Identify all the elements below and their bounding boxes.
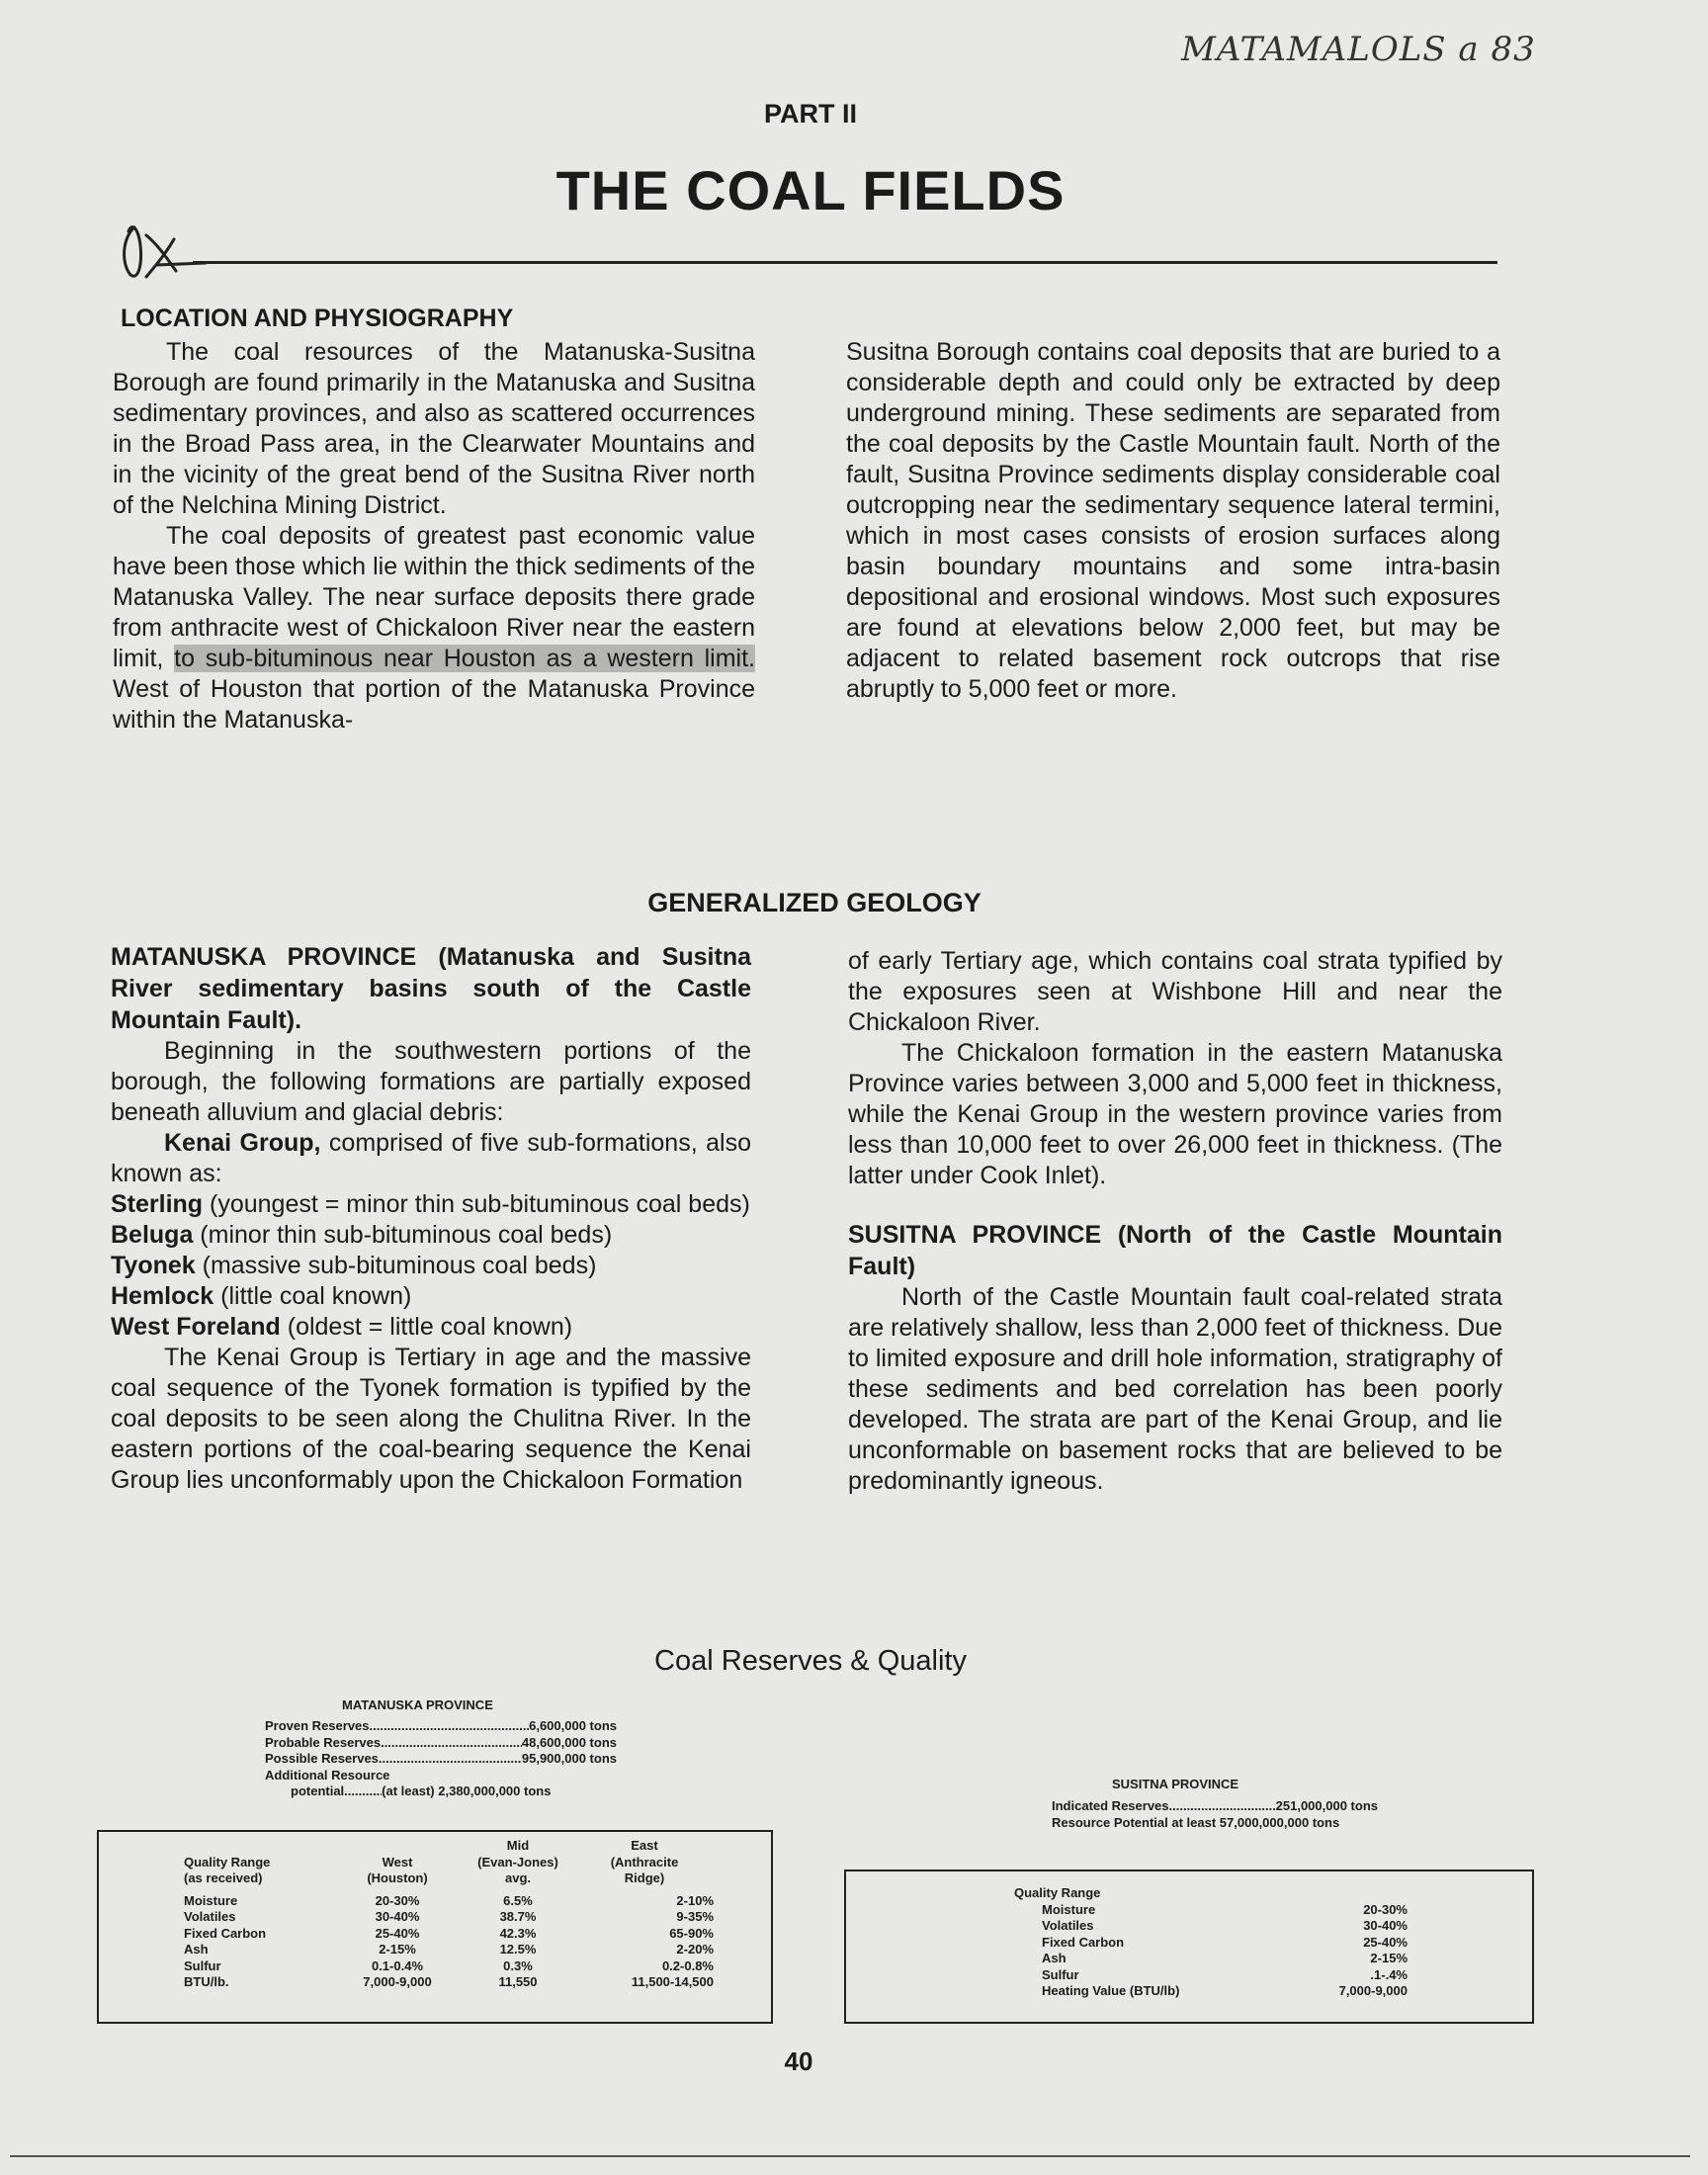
table-row: Heating Value (BTU/lb) 7,000-9,000: [1042, 1983, 1408, 1998]
highlighted-text: to sub-bituminous near Houston as a western limit.: [174, 645, 755, 672]
formation-sterling: Sterling (youngest = minor thin sub-bituminous coal beds): [111, 1190, 750, 1218]
table-row: Volatiles 30-40%: [1042, 1918, 1408, 1933]
location-paragraph-2: The coal deposits of greatest past economic value have been those which lie within the thick sediments of the Matanuska Valley. The near surface deposits there grade from anthracite west of Chickaloon River near the eastern limit, to sub-bituminous near Houston as a western limit. West of Houston that portion of the Matanuska Province within the Matanuska-: [113, 522, 755, 734]
susitna-province-heading: SUSITNA PROVINCE (North of the Castle Mountain Fault): [848, 1221, 1502, 1280]
handwritten-annotation: MATAMALOLS a 83: [1181, 30, 1536, 69]
table-row: Fixed Carbon 25-40% 42.3% 65-90%: [184, 1925, 714, 1941]
matanuska-quality-table: Quality Range (as received) West (Houston) Mid (Evan-Jones) avg. East (Anthracite Ridge) Moisture 20-30% 6.5% 2-10% Volatiles 30-40% 38.7% 9-35% Fixed Carbon 25-40% 42.3% 65-90% Ash 2-15% 12.5% 2-20% Sulfur 0.1-0.4% 0.3% 0.2-0.8% BTU/lb. 7,000-9,000 11,550 11,500-14,500: [184, 1838, 714, 1989]
table-row: Moisture 20-30% 6.5% 2-10%: [184, 1892, 714, 1908]
geology-right-column: [848, 946, 1502, 1497]
matanuska-paragraph-2: The Kenai Group is Tertiary in age and the massive coal sequence of the Tyonek formation is typified by the coal deposits to be seen along the Chulitna River. In the eastern portions of the coal-bearing sequence the Kenai Group lies unconformably upon the Chickaloon Formation: [111, 1344, 751, 1494]
formation-tyonek: Tyonek (massive sub-bituminous coal beds): [111, 1252, 597, 1279]
reserve-row: Proven Reserves ..... 6,600,000 tons: [265, 1718, 617, 1735]
matanuska-reserves-list: [265, 1718, 617, 1800]
page-title: THE COAL FIELDS: [555, 159, 1066, 221]
geology-paragraph-continued: of early Tertiary age, which contains coal strata typified by the exposures seen at Wishbone Hill and near the Chickaloon River.: [848, 947, 1502, 1036]
table-row: Sulfur .1-.4%: [1042, 1966, 1408, 1982]
kenai-group-paragraph: Kenai Group, comprised of five sub-formations, also known as:: [111, 1129, 751, 1187]
scan-edge-line: [10, 2155, 1690, 2157]
table-row: Fixed Carbon 25-40%: [1042, 1934, 1408, 1950]
title-rule: [193, 261, 1497, 264]
geology-left-column: [111, 941, 751, 1496]
reserve-row: Indicated Reserves ..... 251,000,000 tons: [1052, 1798, 1378, 1815]
table-row: Sulfur 0.1-0.4% 0.3% 0.2-0.8%: [184, 1958, 714, 1973]
susitna-reserves-list: [1052, 1798, 1378, 1831]
reserves-title: Coal Reserves & Quality: [654, 1645, 967, 1677]
location-right-column: [846, 337, 1500, 705]
reserve-row: Resource Potential at least 57,000,000,000 tons: [1052, 1814, 1340, 1830]
formation-west-foreland: West Foreland (oldest = little coal known): [111, 1313, 573, 1341]
table-row: Moisture 20-30%: [1042, 1901, 1408, 1917]
part-label: PART II: [764, 99, 857, 129]
table-row: Volatiles 30-40% 38.7% 9-35%: [184, 1909, 714, 1924]
matanuska-quality-table-box: [97, 1830, 773, 2024]
location-paragraph-1: The coal resources of the Matanuska-Susitna Borough are found primarily in the Matanuska and Susitna sedimentary provinces, and also as scattered occurrences in the Broad Pass area, in the Clearwater Mountains and in the vicinity of the great bend of the Susitna River north of the Nelchina Mining District.: [113, 338, 755, 519]
matanuska-reserves-heading: MATANUSKA PROVINCE: [342, 1697, 493, 1712]
additional-resource-label: Additional Resource: [265, 1767, 390, 1783]
susitna-quality-table-box: [844, 1870, 1534, 2024]
reserve-row: Probable Reserves ..... 48,600,000 tons: [265, 1735, 617, 1752]
table-row: Ash 2-15% 12.5% 2-20%: [184, 1942, 714, 1957]
matanuska-paragraph-1: Beginning in the southwestern portions of the borough, the following formations are partially exposed beneath alluvium and glacial debris:: [111, 1037, 751, 1126]
geology-heading: GENERALIZED GEOLOGY: [647, 888, 982, 917]
susitna-paragraph: North of the Castle Mountain fault coal-related strata are relatively shallow, less than 2,000 feet of thickness. Due to limited exposure and drill hole information, stratigraphy of these sediments and bed correlation has been poorly developed. The strata are part of the Kenai Group, and lie unconformable on basement rocks that are believed to be predominantly igneous.: [848, 1283, 1502, 1495]
formation-hemlock: Hemlock (little coal known): [111, 1282, 412, 1310]
formation-beluga: Beluga (minor thin sub-bituminous coal beds): [111, 1221, 613, 1249]
chickaloon-paragraph: The Chickaloon formation in the eastern Matanuska Province varies between 3,000 and 5,000 feet in thickness, while the Kenai Group in the western province varies from less than 10,000 feet to over 26,000 feet in thickness. (The latter under Cook Inlet).: [848, 1039, 1502, 1189]
handwritten-initials-mark: [117, 216, 215, 285]
susitna-quality-table: Quality Range Moisture 20-30% Volatiles 30-40% Fixed Carbon 25-40% Ash 2-15% Sulfur .1-.4% Heating Value (BTU/lb) 7,000-9,000: [1014, 1885, 1408, 1998]
location-left-column: [113, 337, 755, 736]
table-row: Ash 2-15%: [1042, 1951, 1408, 1965]
table-row: BTU/lb. 7,000-9,000 11,550 11,500-14,500: [184, 1974, 714, 1989]
reserve-row: potential ..... (at least) 2,380,000,000 tons: [265, 1784, 617, 1800]
location-paragraph-3: Susitna Borough contains coal deposits that are buried to a considerable depth and could only be extracted by deep underground mining. These sediments are separated from the coal deposits by the Castle Mountain fault. North of the fault, Susitna Province sediments display considerable coal outcropping near the sedimentary sequence lateral termini, which in most cases consists of erosion surfaces along basin boundary mountains and some intra-basin depositional and erosional windows. Most such exposures are found at elevations below 2,000 feet, but may be adjacent to related basement rock outcrops that rise abruptly to 5,000 feet or more.: [846, 338, 1500, 703]
susitna-reserves-heading: SUSITNA PROVINCE: [1112, 1777, 1239, 1791]
location-heading: LOCATION AND PHYSIOGRAPHY: [121, 304, 514, 332]
matanuska-province-heading: MATANUSKA PROVINCE (Matanuska and Susitna River sedimentary basins south of the Castle Mountain Fault).: [111, 943, 751, 1034]
reserve-row: Possible Reserves ..... 95,900,000 tons: [265, 1751, 617, 1768]
page-number: 40: [784, 2046, 813, 2076]
